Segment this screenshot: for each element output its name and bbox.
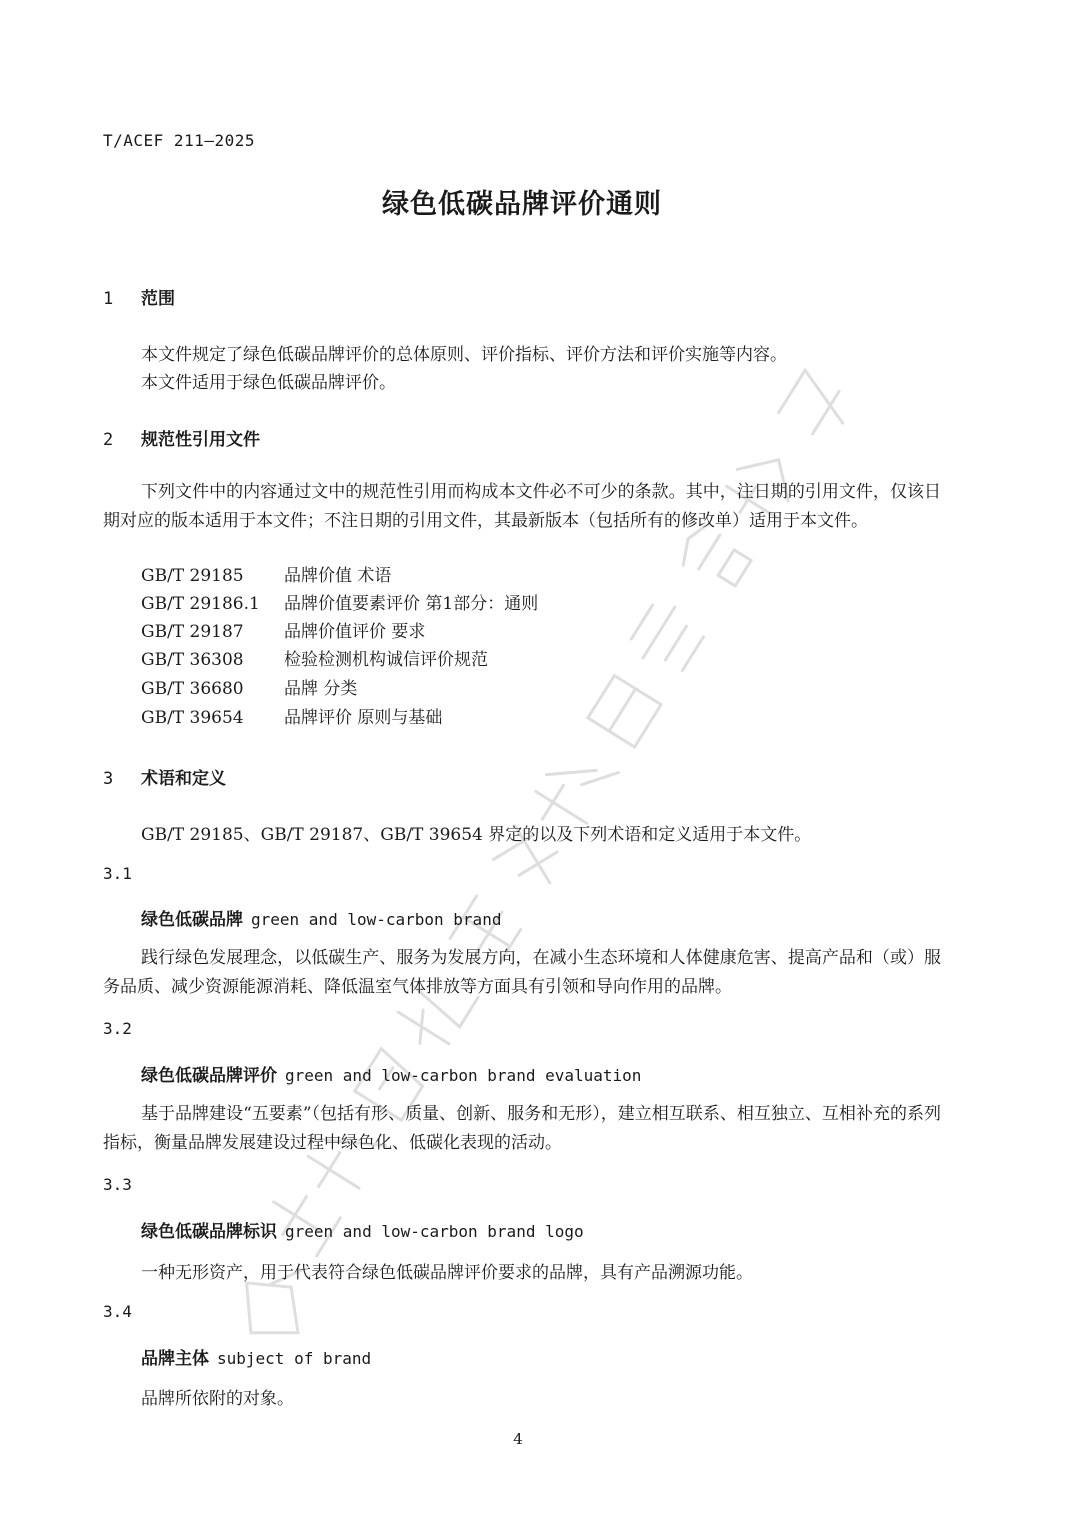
section-2-paragraph: 下列文件中的内容通过文中的规范性引用而构成本文件必不可少的条款。其中，注日期的引用文件，仅该日期对应的版本适用于本文件；不注日期的引用文件，其最新版本（包括所有的修改单）适用于本文件。 bbox=[103, 482, 941, 531]
reference-name: 品牌 分类 bbox=[284, 679, 358, 699]
term-chinese: 绿色低碳品牌 bbox=[141, 910, 243, 930]
term-chinese: 绿色低碳品牌标识 bbox=[141, 1222, 277, 1242]
term-number: 3.3 bbox=[103, 1175, 132, 1194]
term-english: green and low-carbon brand bbox=[251, 910, 502, 929]
reference-item bbox=[141, 618, 425, 646]
reference-code: GB/T 29187 bbox=[141, 622, 244, 642]
section-number: 3 bbox=[103, 769, 114, 789]
section-title: 规范性引用文件 bbox=[141, 430, 260, 450]
term-english: green and low-carbon brand logo bbox=[285, 1222, 584, 1241]
page-number: 4 bbox=[513, 1430, 523, 1448]
term-definition: 一种无形资产，用于代表符合绿色低碳品牌评价要求的品牌，具有产品溯源功能。 bbox=[141, 1263, 753, 1283]
section-2-heading bbox=[103, 425, 260, 450]
section-1-heading bbox=[103, 284, 175, 309]
term-heading bbox=[141, 1217, 584, 1242]
term-number: 3.2 bbox=[103, 1019, 132, 1038]
reference-item bbox=[141, 562, 391, 590]
term-definition: 基于品牌建设“五要素”（包括有形、质量、创新、服务和无形），建立相互联系、相互独立、互相补充的系列指标，衡量品牌发展建设过程中绿色化、低碳化表现的活动。 bbox=[103, 1104, 941, 1153]
reference-code: GB/T 39654 bbox=[141, 708, 244, 728]
reference-item bbox=[141, 590, 538, 618]
section-title: 术语和定义 bbox=[141, 769, 226, 789]
section-1-paragraph: 本文件规定了绿色低碳品牌评价的总体原则、评价指标、评价方法和评价实施等内容。 bbox=[141, 345, 787, 365]
term-chinese: 绿色低碳品牌评价 bbox=[141, 1066, 277, 1086]
document-title: 绿色低碳品牌评价通则 bbox=[382, 189, 662, 220]
term-chinese: 品牌主体 bbox=[141, 1349, 209, 1369]
term-number: 3.1 bbox=[103, 864, 132, 883]
term-english: green and low-carbon brand evaluation bbox=[285, 1066, 642, 1085]
section-3-heading bbox=[103, 764, 226, 789]
document-number: T/ACEF 211—2025 bbox=[103, 131, 255, 150]
reference-item bbox=[141, 704, 442, 732]
term-heading bbox=[141, 1344, 371, 1369]
reference-name: 品牌评价 原则与基础 bbox=[284, 708, 443, 728]
term-definition: 品牌所依附的对象。 bbox=[141, 1389, 294, 1409]
term-heading bbox=[141, 1061, 641, 1086]
reference-item bbox=[141, 646, 488, 674]
section-number: 2 bbox=[103, 430, 114, 450]
reference-code: GB/T 29185 bbox=[141, 566, 244, 586]
reference-name: 检验检测机构诚信评价规范 bbox=[284, 650, 488, 670]
reference-name: 品牌价值 术语 bbox=[284, 566, 392, 586]
reference-name: 品牌价值评价 要求 bbox=[284, 622, 426, 642]
reference-name: 品牌价值要素评价 第1部分：通则 bbox=[284, 594, 539, 614]
term-definition: 践行绿色发展理念，以低碳生产、服务为发展方向，在减小生态环境和人体健康危害、提高产品和（或）服务品质、减少资源能源消耗、降低温室气体排放等方面具有引领和导向作用的品牌。 bbox=[103, 948, 941, 997]
term-number: 3.4 bbox=[103, 1302, 132, 1321]
reference-code: GB/T 36308 bbox=[141, 650, 244, 670]
term-english: subject of brand bbox=[217, 1349, 372, 1368]
section-title: 范围 bbox=[141, 289, 175, 309]
section-3-intro: GB/T 29185、GB/T 29187、GB/T 39654 界定的以及下列术语和定义适用于本文件。 bbox=[141, 825, 812, 845]
term-heading bbox=[141, 905, 501, 930]
section-1-paragraph: 本文件适用于绿色低碳品牌评价。 bbox=[141, 373, 396, 393]
reference-item bbox=[141, 675, 357, 703]
reference-code: GB/T 36680 bbox=[141, 679, 244, 699]
reference-code: GB/T 29186.1 bbox=[141, 594, 260, 614]
section-number: 1 bbox=[103, 289, 114, 309]
